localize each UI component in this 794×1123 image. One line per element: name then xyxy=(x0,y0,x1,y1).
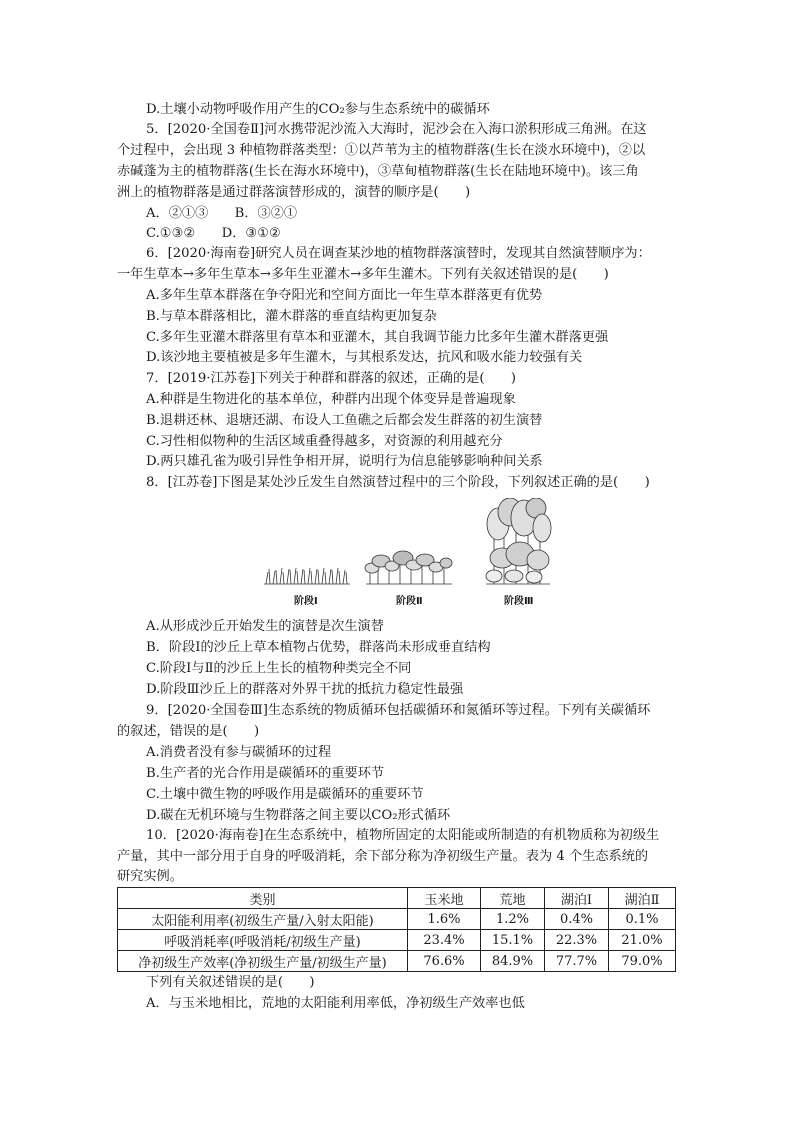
q5-options-ab: A．②①③ B．③②① xyxy=(146,206,298,221)
q10-stem-line-3: 研究实例。 xyxy=(117,869,183,884)
table-cell: 太阳能利用率(初级生产量/入射太阳能) xyxy=(118,909,408,930)
q8-option-b: B．阶段Ⅰ的沙丘上草本植物占优势，群落尚未形成垂直结构 xyxy=(146,640,491,655)
table-header-cell: 湖泊Ⅰ xyxy=(545,888,609,909)
q5-stem-line-2: 个过程中，会出现 3 种植物群落类型：①以芦苇为主的植物群落(生长在淡水环境中)，②以 xyxy=(117,143,646,158)
q6-stem-line-1: 6．[2020·海南卷]研究人员在调查某沙地的植物群落演替时，发现其自然演替顺序为： xyxy=(146,246,651,261)
q10-stem-line-2: 产量，其中一部分用于自身的呼吸消耗，余下部分称为净初级生产量。表为 4 个生态系统的 xyxy=(117,849,649,864)
table-header-cell: 荒地 xyxy=(481,888,545,909)
q7-option-d: D.两只雄孔雀为吸引异性争相开屏，说明行为信息能够影响种间关系 xyxy=(146,454,543,469)
q5-stem-line-4: 洲上的植物群落是通过群落演替形成的，演替的顺序是( ) xyxy=(117,185,471,200)
stage-3-forest xyxy=(486,498,551,584)
table-cell: 呼吸消耗率(呼吸消耗/初级生产量) xyxy=(118,930,408,951)
table-cell: 22.3% xyxy=(545,930,609,951)
table-cell: 23.4% xyxy=(408,930,481,951)
q8-stem: 8．[江苏卷]下图是某处沙丘发生自然演替过程中的三个阶段，下列叙述正确的是( ) xyxy=(146,475,650,490)
q4-option-d: D.土壤小动物呼吸作用产生的CO₂参与生态系统中的碳循环 xyxy=(146,102,490,117)
q7-option-b: B.退耕还林、退塘还湖、布设人工鱼礁之后都会发生群落的初生演替 xyxy=(146,413,543,428)
q5-stem-line-3: 赤碱蓬为主的植物群落(生长在海水环境中)，③草甸植物群落(生长在陆地环境中)。该三角 xyxy=(117,164,639,179)
q7-option-a: A.种群是生物进化的基本单位，种群内出现个体变异是普遍现象 xyxy=(146,392,516,407)
table-row xyxy=(118,930,676,951)
stage-2-label: 阶段Ⅱ xyxy=(396,596,423,607)
table-cell: 0.1% xyxy=(609,909,676,930)
q10-stem-line-1: 10．[2020·海南卷]在生态系统中，植物所固定的太阳能或所制造的有机物质称为初级生 xyxy=(146,828,660,843)
table-cell: 15.1% xyxy=(481,930,545,951)
q7-stem: 7．[2019·江苏卷]下列关于种群和群落的叙述，正确的是( ) xyxy=(146,371,517,386)
table-row xyxy=(118,951,676,972)
q7-option-c: C.习性相似物种的生活区域重叠得越多，对资源的利用越充分 xyxy=(146,434,503,449)
stage-1-grass xyxy=(264,568,350,584)
q5-stem-line-1: 5．[2020·全国卷Ⅱ]河水携带泥沙流入大海时，泥沙会在入海口淤积形成三角洲。在这 xyxy=(146,122,647,137)
table-header-row xyxy=(118,888,676,909)
q8-option-a: A.从形成沙丘开始发生的演替是次生演替 xyxy=(146,619,384,634)
q8-option-c: C.阶段Ⅰ与Ⅱ的沙丘上生长的植物种类完全不同 xyxy=(146,661,412,676)
q6-option-d: D.该沙地主要植被是多年生灌木，与其根系发达，抗风和吸水能力较强有关 xyxy=(146,350,583,365)
table-cell: 1.6% xyxy=(408,909,481,930)
q8-option-d: D.阶段Ⅲ沙丘上的群落对外界干扰的抵抗力稳定性最强 xyxy=(146,682,464,697)
q6-option-c: C.多年生亚灌木群落里有草本和亚灌木，其自我调节能力比多年生灌木群落更强 xyxy=(146,330,609,345)
q6-option-b: B.与草本群落相比，灌木群落的垂直结构更加复杂 xyxy=(146,309,437,324)
table-header-cell: 湖泊Ⅱ xyxy=(609,888,676,909)
table-cell: 0.4% xyxy=(545,909,609,930)
q9-option-d: D.碳在无机环境与生物群落之间主要以CO₂形式循环 xyxy=(146,808,451,823)
table-header-cell: 玉米地 xyxy=(408,888,481,909)
q9-option-c: C.土壤中微生物的呼吸作用是碳循环的重要环节 xyxy=(146,787,424,802)
table-cell: 1.2% xyxy=(481,909,545,930)
q5-options-cd: C.①③② D．③①② xyxy=(146,226,281,241)
stage-2-shrubs xyxy=(365,551,452,584)
q9-stem-line-2: 的叙述，错误的是( ) xyxy=(117,724,260,739)
table-cell: 77.7% xyxy=(545,951,609,972)
q10-option-a: A．与玉米地相比，荒地的太阳能利用率低，净初级生产效率也低 xyxy=(146,996,525,1011)
q6-stem-line-2: 一年生草本→多年生草本→多年生亚灌木→多年生灌木。下列有关叙述错误的是( ) xyxy=(117,267,609,282)
q9-option-a: A.消费者没有参与碳循环的过程 xyxy=(146,745,332,760)
table-header-cell: 类别 xyxy=(118,888,408,909)
q6-option-a: A.多年生草本群落在争夺阳光和空间方面比一年生草本群落更有优势 xyxy=(146,288,543,303)
table-cell: 76.6% xyxy=(408,951,481,972)
q10-prompt: 下列有关叙述错误的是( ) xyxy=(146,975,315,990)
table-cell: 净初级生产效率(净初级生产量/初级生产量) xyxy=(118,951,408,972)
table-cell: 79.0% xyxy=(609,951,676,972)
ecosystem-data-table xyxy=(117,887,676,972)
stage-3-label: 阶段Ⅲ xyxy=(504,596,534,607)
q9-stem-line-1: 9．[2020·全国卷Ⅲ]生态系统的物质循环包括碳循环和氮循环等过程。下列有关碳循环 xyxy=(146,703,651,718)
table-cell: 84.9% xyxy=(481,951,545,972)
q9-option-b: B.生产者的光合作用是碳循环的重要环节 xyxy=(146,766,385,781)
table-row xyxy=(118,909,676,930)
dune-succession-figure xyxy=(258,498,558,608)
stage-1-label: 阶段Ⅰ xyxy=(294,596,318,607)
table-cell: 21.0% xyxy=(609,930,676,951)
